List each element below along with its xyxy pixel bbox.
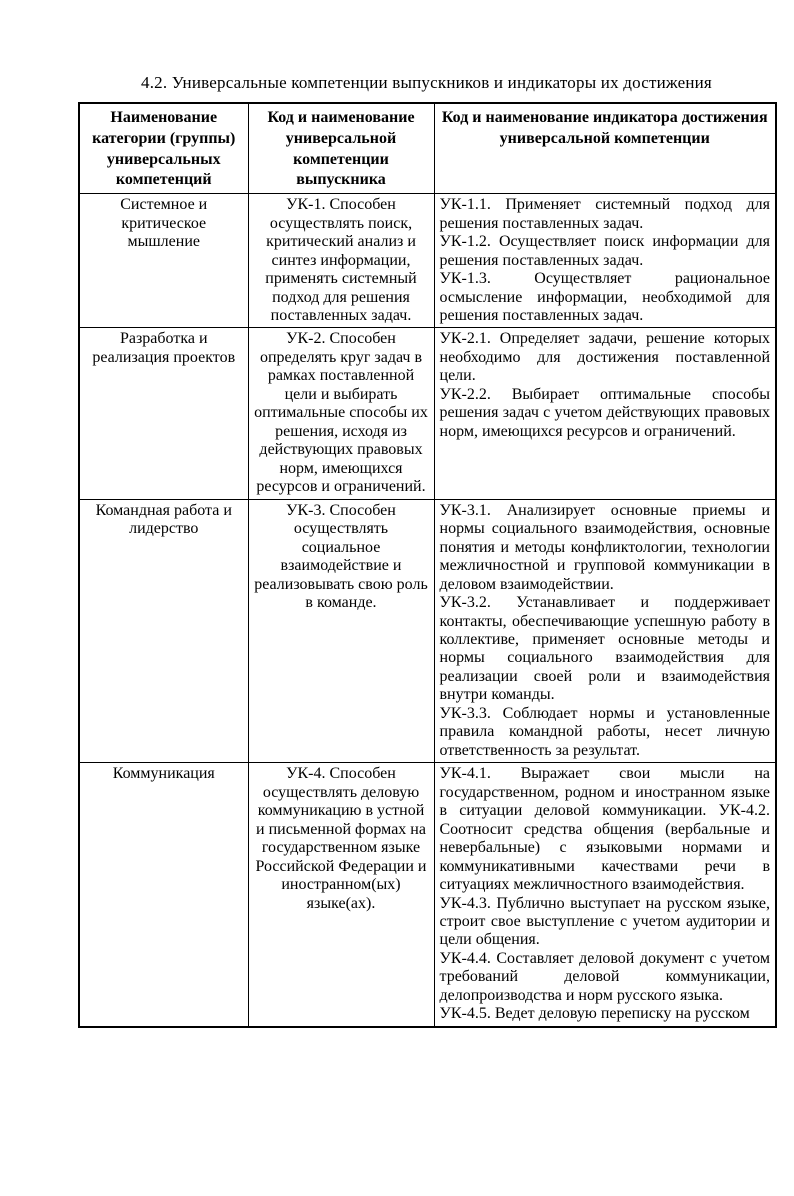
header-competence: Код и наименование универсальной компетенции выпускника [248, 103, 434, 194]
competence-cell: УК-3. Способен осуществлять социальное взаимодействие и реализовывать свою роль в команде. [248, 499, 434, 763]
indicators-cell [434, 328, 776, 499]
indicator-paragraph: УК-1.3. Осуществляет рациональное осмысление информации, необходимой для решения поставленных задач. [439, 270, 770, 324]
indicator-paragraph: УК-3.3. Соблюдает нормы и установленные правила командной работы, несет личную ответственность за результат. [439, 704, 770, 759]
category-cell: Коммуникация [79, 763, 248, 1027]
indicators-cell [434, 499, 776, 763]
indicator-paragraph: УК-1.2. Осуществляет поиск информации для решения поставленных задач. [439, 233, 770, 269]
indicator-paragraph: УК-3.2. Устанавливает и поддерживает контакты, обеспечивающие успешную работу в коллективе, применяет основные методы и нормы социального взаимодействия для реализации своей роли и взаимодействия внутри команды. [439, 594, 770, 704]
indicator-paragraph: УК-2.2. Выбирает оптимальные способы решения задач с учетом действующих правовых норм, имеющихся ресурсов и ограничений. [439, 385, 770, 440]
competency-table [78, 102, 777, 1028]
indicator-paragraph: УК-2.1. Определяет задачи, решение которых необходимо для достижения поставленной цели. [439, 330, 770, 385]
competence-cell: УК-4. Способен осуществлять деловую коммуникацию в устной и письменной формах на государственном языке Российской Федерации и иностранном(ых) языке(ах). [248, 763, 434, 1027]
table-row [79, 328, 776, 499]
indicator-paragraph: УК-4.1. Выражает свои мысли на государственном, родном и иностранном языке в ситуации деловой коммуникации. УК-4.2. Соотносит средства общения (вербальные и невербальные) с языковыми нормами и коммуникативными качествами речи в ситуациях межличностного взаимодействия. [439, 765, 770, 894]
competence-cell: УК-1. Способен осуществлять поиск, критический анализ и синтез информации, применять системный подход для решения поставленных задач. [248, 194, 434, 328]
table-row [79, 194, 776, 328]
competence-cell: УК-2. Способен определять круг задач в рамках поставленной цели и выбирать оптимальные способы их решения, исходя из действующих правовых норм, имеющихся ресурсов и ограничений. [248, 328, 434, 499]
indicators-cell [434, 763, 776, 1027]
category-cell: Командная работа и лидерство [79, 499, 248, 763]
indicator-paragraph: УК-4.5. Ведет деловую переписку на русском [439, 1005, 750, 1023]
indicator-paragraph: УК-4.3. Публично выступает на русском языке, строит свое выступление с учетом аудитории и цели общения. [439, 894, 770, 949]
document-page [0, 73, 794, 1196]
indicator-paragraph: УК-4.4. Составляет деловой документ с учетом требований деловой коммуникации, делопроизводства и норм русского языка. [439, 949, 770, 1004]
category-cell: Разработка и реализация проектов [79, 328, 248, 499]
indicator-paragraph: УК-1.1. Применяет системный подход для решения поставленных задач. [439, 196, 770, 232]
table-row [79, 499, 776, 763]
table-header-row [79, 103, 776, 194]
indicators-cell [434, 194, 776, 328]
category-cell: Системное и критическое мышление [79, 194, 248, 328]
header-indicator: Код и наименование индикатора достижения универсальной компетенции [434, 103, 776, 194]
table-row [79, 763, 776, 1027]
header-category: Наименование категории (группы) универсальных компетенций [79, 103, 248, 194]
indicator-paragraph: УК-3.1. Анализирует основные приемы и нормы социального взаимодействия, основные понятия и методы конфликтологии, технологии межличностной и групповой коммуникации в деловом взаимодействии. [439, 501, 770, 593]
page-title: 4.2. Универсальные компетенции выпускников и индикаторы их достижения [141, 73, 712, 92]
